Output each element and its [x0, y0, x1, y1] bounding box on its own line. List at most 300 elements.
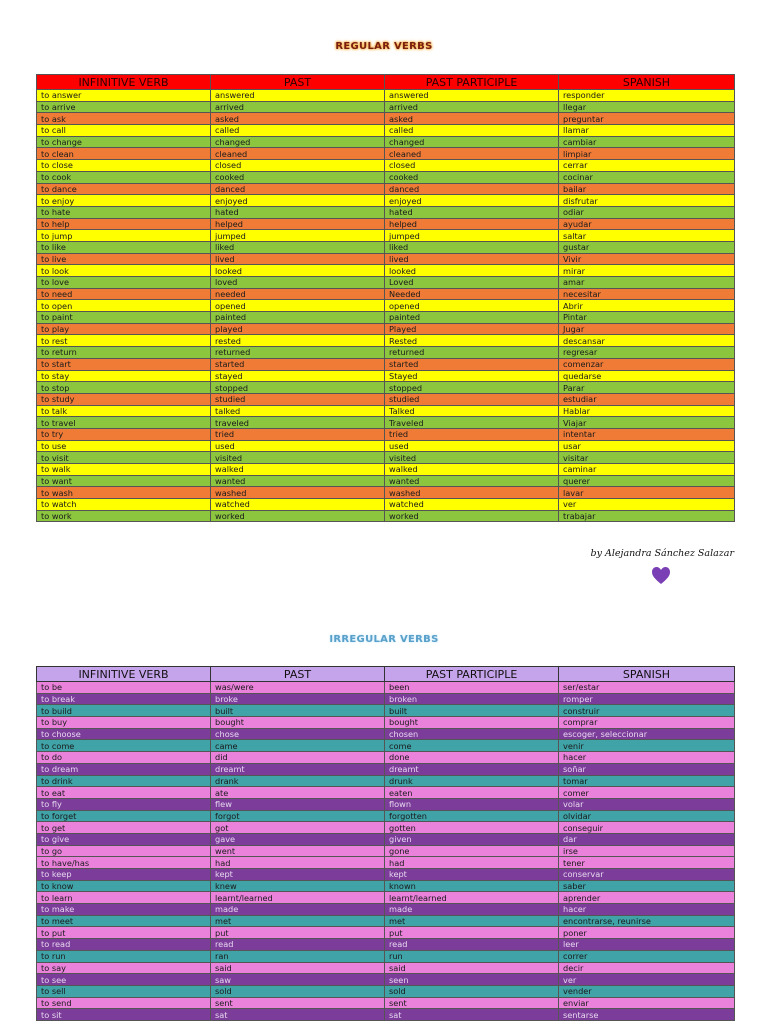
cell-spanish: llegar [559, 101, 735, 113]
cell-infinitive: to try [37, 428, 211, 440]
cell-past: read [211, 939, 385, 951]
table-row [37, 939, 735, 951]
cell-past-participle: arrived [385, 101, 559, 113]
cell-spanish: caminar [559, 464, 735, 476]
cell-spanish: dar [559, 833, 735, 845]
table-row [37, 845, 735, 857]
cell-past: called [211, 125, 385, 137]
cell-spanish: intentar [559, 428, 735, 440]
cell-infinitive: to travel [37, 417, 211, 429]
cell-spanish: poner [559, 927, 735, 939]
cell-past: talked [211, 405, 385, 417]
cell-spanish: romper [559, 693, 735, 705]
cell-spanish: tener [559, 857, 735, 869]
cell-past-participle: stopped [385, 382, 559, 394]
table-row [37, 740, 735, 752]
table-row [37, 810, 735, 822]
cell-infinitive: to ask [37, 113, 211, 125]
cell-infinitive: to change [37, 136, 211, 148]
table-row [37, 904, 735, 916]
table-row [37, 148, 735, 160]
cell-past-participle: closed [385, 160, 559, 172]
cell-spanish: descansar [559, 335, 735, 347]
cell-infinitive: to dance [37, 183, 211, 195]
cell-past: flew [211, 798, 385, 810]
cell-infinitive: to talk [37, 405, 211, 417]
cell-spanish: enviar [559, 997, 735, 1009]
cell-past: wanted [211, 475, 385, 487]
table-row [37, 358, 735, 370]
cell-spanish: hacer [559, 752, 735, 764]
cell-past-participle: opened [385, 300, 559, 312]
header-past: PAST [211, 75, 385, 90]
cell-infinitive: to rest [37, 335, 211, 347]
cell-past: liked [211, 241, 385, 253]
cell-spanish: cocinar [559, 171, 735, 183]
table-header-row [37, 75, 735, 90]
table-row [37, 728, 735, 740]
cell-past-participle: learnt/learned [385, 892, 559, 904]
cell-past-participle: Needed [385, 288, 559, 300]
cell-spanish: conservar [559, 869, 735, 881]
header-past-participle: PAST PARTICIPLE [385, 667, 559, 682]
cell-infinitive: to drink [37, 775, 211, 787]
table-row [37, 265, 735, 277]
cell-past: jumped [211, 230, 385, 242]
cell-infinitive: to watch [37, 499, 211, 511]
table-row [37, 787, 735, 799]
cell-past: stayed [211, 370, 385, 382]
cell-past: got [211, 822, 385, 834]
cell-past: came [211, 740, 385, 752]
cell-past-participle: said [385, 962, 559, 974]
cell-spanish: comprar [559, 717, 735, 729]
cell-infinitive: to go [37, 845, 211, 857]
irregular-verbs-table [36, 666, 735, 1021]
cell-infinitive: to meet [37, 915, 211, 927]
cell-past: sat [211, 1009, 385, 1021]
cell-past: was/were [211, 682, 385, 694]
cell-spanish: ser/estar [559, 682, 735, 694]
cell-spanish: comenzar [559, 358, 735, 370]
cell-infinitive: to clean [37, 148, 211, 160]
cell-infinitive: to wash [37, 487, 211, 499]
cell-infinitive: to be [37, 682, 211, 694]
cell-past: worked [211, 510, 385, 522]
cell-past-participle: lived [385, 253, 559, 265]
cell-spanish: ver [559, 499, 735, 511]
cell-infinitive: to eat [37, 787, 211, 799]
cell-past-participle: studied [385, 393, 559, 405]
cell-infinitive: to look [37, 265, 211, 277]
cell-infinitive: to make [37, 904, 211, 916]
cell-infinitive: to have/has [37, 857, 211, 869]
cell-past: ran [211, 950, 385, 962]
table-row [37, 487, 735, 499]
header-spanish: SPANISH [559, 667, 735, 682]
cell-past-participle: called [385, 125, 559, 137]
cell-spanish: usar [559, 440, 735, 452]
cell-past-participle: chosen [385, 728, 559, 740]
cell-past: washed [211, 487, 385, 499]
irregular-verbs-title: IRREGULAR VERBS [329, 634, 439, 645]
cell-infinitive: to love [37, 277, 211, 289]
cell-spanish: lavar [559, 487, 735, 499]
cell-infinitive: to answer [37, 90, 211, 102]
cell-spanish: leer [559, 939, 735, 951]
cell-infinitive: to live [37, 253, 211, 265]
cell-spanish: amar [559, 277, 735, 289]
cell-past-participle: put [385, 927, 559, 939]
cell-infinitive: to help [37, 218, 211, 230]
table-row [37, 382, 735, 394]
cell-past: watched [211, 499, 385, 511]
cell-infinitive: to say [37, 962, 211, 974]
cell-infinitive: to sell [37, 985, 211, 997]
cell-past: gave [211, 833, 385, 845]
cell-spanish: ayudar [559, 218, 735, 230]
cell-past: met [211, 915, 385, 927]
cell-past-participle: sent [385, 997, 559, 1009]
table-row [37, 927, 735, 939]
cell-past-participle: asked [385, 113, 559, 125]
cell-infinitive: to study [37, 393, 211, 405]
table-row [37, 974, 735, 986]
cell-past-participle: enjoyed [385, 195, 559, 207]
cell-past: sold [211, 985, 385, 997]
cell-spanish: cerrar [559, 160, 735, 172]
cell-past: kept [211, 869, 385, 881]
cell-spanish: Vivir [559, 253, 735, 265]
cell-spanish: decir [559, 962, 735, 974]
table-row [37, 428, 735, 440]
cell-spanish: regresar [559, 347, 735, 359]
cell-past: looked [211, 265, 385, 277]
cell-past: rested [211, 335, 385, 347]
cell-past-participle: tried [385, 428, 559, 440]
table-row [37, 312, 735, 324]
cell-infinitive: to cook [37, 171, 211, 183]
cell-spanish: Abrir [559, 300, 735, 312]
cell-past-participle: been [385, 682, 559, 694]
cell-infinitive: to open [37, 300, 211, 312]
cell-spanish: irse [559, 845, 735, 857]
cell-past-participle: gotten [385, 822, 559, 834]
cell-infinitive: to put [37, 927, 211, 939]
cell-past: studied [211, 393, 385, 405]
table-row [37, 277, 735, 289]
cell-infinitive: to fly [37, 798, 211, 810]
table-row [37, 253, 735, 265]
cell-past: played [211, 323, 385, 335]
table-row [37, 90, 735, 102]
cell-past-participle: cleaned [385, 148, 559, 160]
cell-spanish: conseguir [559, 822, 735, 834]
cell-past: cooked [211, 171, 385, 183]
cell-past-participle: danced [385, 183, 559, 195]
cell-spanish: volar [559, 798, 735, 810]
cell-past-participle: done [385, 752, 559, 764]
header-infinitive: INFINITIVE VERB [37, 667, 211, 682]
table-row [37, 206, 735, 218]
cell-spanish: llamar [559, 125, 735, 137]
table-row [37, 171, 735, 183]
cell-past-participle: Stayed [385, 370, 559, 382]
table-row [37, 452, 735, 464]
cell-past-participle: run [385, 950, 559, 962]
cell-infinitive: to play [37, 323, 211, 335]
cell-spanish: correr [559, 950, 735, 962]
cell-past-participle: known [385, 880, 559, 892]
cell-past-participle: sat [385, 1009, 559, 1021]
table-row [37, 682, 735, 694]
cell-past: ate [211, 787, 385, 799]
cell-infinitive: to come [37, 740, 211, 752]
table-row [37, 962, 735, 974]
cell-past: hated [211, 206, 385, 218]
cell-past-participle: walked [385, 464, 559, 476]
cell-infinitive: to want [37, 475, 211, 487]
cell-past-participle: sold [385, 985, 559, 997]
cell-past: saw [211, 974, 385, 986]
cell-past-participle: built [385, 705, 559, 717]
cell-past: learnt/learned [211, 892, 385, 904]
table-row [37, 510, 735, 522]
regular-verbs-table [36, 74, 735, 522]
table-row [37, 798, 735, 810]
cell-past: said [211, 962, 385, 974]
cell-spanish: tomar [559, 775, 735, 787]
cell-past: drank [211, 775, 385, 787]
cell-infinitive: to call [37, 125, 211, 137]
table-row [37, 464, 735, 476]
cell-spanish: visitar [559, 452, 735, 464]
cell-past: changed [211, 136, 385, 148]
cell-spanish: sentarse [559, 1009, 735, 1021]
cell-past: did [211, 752, 385, 764]
cell-spanish: estudiar [559, 393, 735, 405]
cell-past: needed [211, 288, 385, 300]
cell-infinitive: to arrive [37, 101, 211, 113]
cell-past-participle: broken [385, 693, 559, 705]
table-header-row [37, 667, 735, 682]
cell-past-participle: looked [385, 265, 559, 277]
cell-past-participle: Rested [385, 335, 559, 347]
table-row [37, 950, 735, 962]
cell-infinitive: to see [37, 974, 211, 986]
cell-spanish: trabajar [559, 510, 735, 522]
cell-infinitive: to like [37, 241, 211, 253]
cell-past: painted [211, 312, 385, 324]
cell-past: traveled [211, 417, 385, 429]
cell-past-participle: read [385, 939, 559, 951]
cell-infinitive: to work [37, 510, 211, 522]
table-row [37, 288, 735, 300]
cell-infinitive: to walk [37, 464, 211, 476]
cell-spanish: gustar [559, 241, 735, 253]
cell-past-participle: gone [385, 845, 559, 857]
cell-past-participle: painted [385, 312, 559, 324]
cell-past: returned [211, 347, 385, 359]
cell-past-participle: wanted [385, 475, 559, 487]
cell-past: dreamt [211, 763, 385, 775]
cell-past: walked [211, 464, 385, 476]
cell-past: visited [211, 452, 385, 464]
cell-past: enjoyed [211, 195, 385, 207]
cell-spanish: olvidar [559, 810, 735, 822]
cell-infinitive: to enjoy [37, 195, 211, 207]
cell-past: tried [211, 428, 385, 440]
table-row [37, 113, 735, 125]
table-row [37, 160, 735, 172]
cell-past-participle: Traveled [385, 417, 559, 429]
cell-infinitive: to return [37, 347, 211, 359]
table-row [37, 347, 735, 359]
cell-past-participle: helped [385, 218, 559, 230]
table-row [37, 323, 735, 335]
cell-infinitive: to build [37, 705, 211, 717]
cell-spanish: soñar [559, 763, 735, 775]
table-row [37, 752, 735, 764]
cell-infinitive: to buy [37, 717, 211, 729]
cell-infinitive: to read [37, 939, 211, 951]
cell-past-participle: liked [385, 241, 559, 253]
table-row [37, 833, 735, 845]
cell-spanish: saber [559, 880, 735, 892]
cell-past-participle: visited [385, 452, 559, 464]
header-infinitive: INFINITIVE VERB [37, 75, 211, 90]
cell-past: stopped [211, 382, 385, 394]
table-row [37, 195, 735, 207]
cell-spanish: Jugar [559, 323, 735, 335]
cell-past-participle: made [385, 904, 559, 916]
cell-past: broke [211, 693, 385, 705]
cell-past-participle: jumped [385, 230, 559, 242]
cell-past-participle: flown [385, 798, 559, 810]
cell-infinitive: to get [37, 822, 211, 834]
cell-spanish: quedarse [559, 370, 735, 382]
cell-past: went [211, 845, 385, 857]
table-row [37, 405, 735, 417]
table-row [37, 475, 735, 487]
cell-past-participle: worked [385, 510, 559, 522]
author-signature: by Alejandra Sánchez Salazar [590, 548, 734, 559]
cell-past: lived [211, 253, 385, 265]
table-row [37, 335, 735, 347]
cell-spanish: escoger, seleccionar [559, 728, 735, 740]
table-row [37, 125, 735, 137]
cell-past-participle: watched [385, 499, 559, 511]
cell-past-participle: washed [385, 487, 559, 499]
cell-infinitive: to dream [37, 763, 211, 775]
header-past-participle: PAST PARTICIPLE [385, 75, 559, 90]
cell-past-participle: answered [385, 90, 559, 102]
cell-past: helped [211, 218, 385, 230]
cell-infinitive: to need [37, 288, 211, 300]
table-row [37, 230, 735, 242]
cell-past-participle: dreamt [385, 763, 559, 775]
table-row [37, 440, 735, 452]
cell-infinitive: to paint [37, 312, 211, 324]
cell-infinitive: to start [37, 358, 211, 370]
table-row [37, 300, 735, 312]
cell-infinitive: to forget [37, 810, 211, 822]
cell-infinitive: to keep [37, 869, 211, 881]
cell-past-participle: bought [385, 717, 559, 729]
cell-past-participle: met [385, 915, 559, 927]
cell-spanish: preguntar [559, 113, 735, 125]
heart-icon [651, 566, 671, 585]
cell-past-participle: drunk [385, 775, 559, 787]
cell-past: asked [211, 113, 385, 125]
table-row [37, 822, 735, 834]
cell-spanish: ver [559, 974, 735, 986]
cell-spanish: Hablar [559, 405, 735, 417]
cell-past: used [211, 440, 385, 452]
cell-spanish: aprender [559, 892, 735, 904]
table-row [37, 136, 735, 148]
header-past: PAST [211, 667, 385, 682]
cell-past: opened [211, 300, 385, 312]
table-row [37, 985, 735, 997]
cell-spanish: odiar [559, 206, 735, 218]
cell-spanish: responder [559, 90, 735, 102]
table-row [37, 763, 735, 775]
cell-past-participle: kept [385, 869, 559, 881]
cell-spanish: hacer [559, 904, 735, 916]
table-row [37, 241, 735, 253]
cell-infinitive: to visit [37, 452, 211, 464]
table-row [37, 393, 735, 405]
cell-past: chose [211, 728, 385, 740]
cell-past-participle: used [385, 440, 559, 452]
cell-past-participle: Played [385, 323, 559, 335]
regular-verbs-title: REGULAR VERBS [335, 41, 433, 52]
table-row [37, 717, 735, 729]
cell-past: knew [211, 880, 385, 892]
cell-spanish: necesitar [559, 288, 735, 300]
cell-past-participle: hated [385, 206, 559, 218]
cell-spanish: bailar [559, 183, 735, 195]
cell-past-participle: Talked [385, 405, 559, 417]
cell-past-participle: seen [385, 974, 559, 986]
cell-infinitive: to stay [37, 370, 211, 382]
table-row [37, 997, 735, 1009]
cell-past-participle: forgotten [385, 810, 559, 822]
table-row [37, 869, 735, 881]
header-spanish: SPANISH [559, 75, 735, 90]
cell-infinitive: to choose [37, 728, 211, 740]
cell-spanish: Viajar [559, 417, 735, 429]
cell-past: had [211, 857, 385, 869]
cell-past: arrived [211, 101, 385, 113]
cell-past: loved [211, 277, 385, 289]
table-row [37, 183, 735, 195]
table-row [37, 892, 735, 904]
cell-infinitive: to use [37, 440, 211, 452]
cell-infinitive: to learn [37, 892, 211, 904]
cell-past: cleaned [211, 148, 385, 160]
cell-spanish: vender [559, 985, 735, 997]
cell-spanish: cambiar [559, 136, 735, 148]
cell-infinitive: to do [37, 752, 211, 764]
cell-past: forgot [211, 810, 385, 822]
cell-past: built [211, 705, 385, 717]
cell-past: put [211, 927, 385, 939]
table-row [37, 705, 735, 717]
cell-past: bought [211, 717, 385, 729]
cell-infinitive: to close [37, 160, 211, 172]
